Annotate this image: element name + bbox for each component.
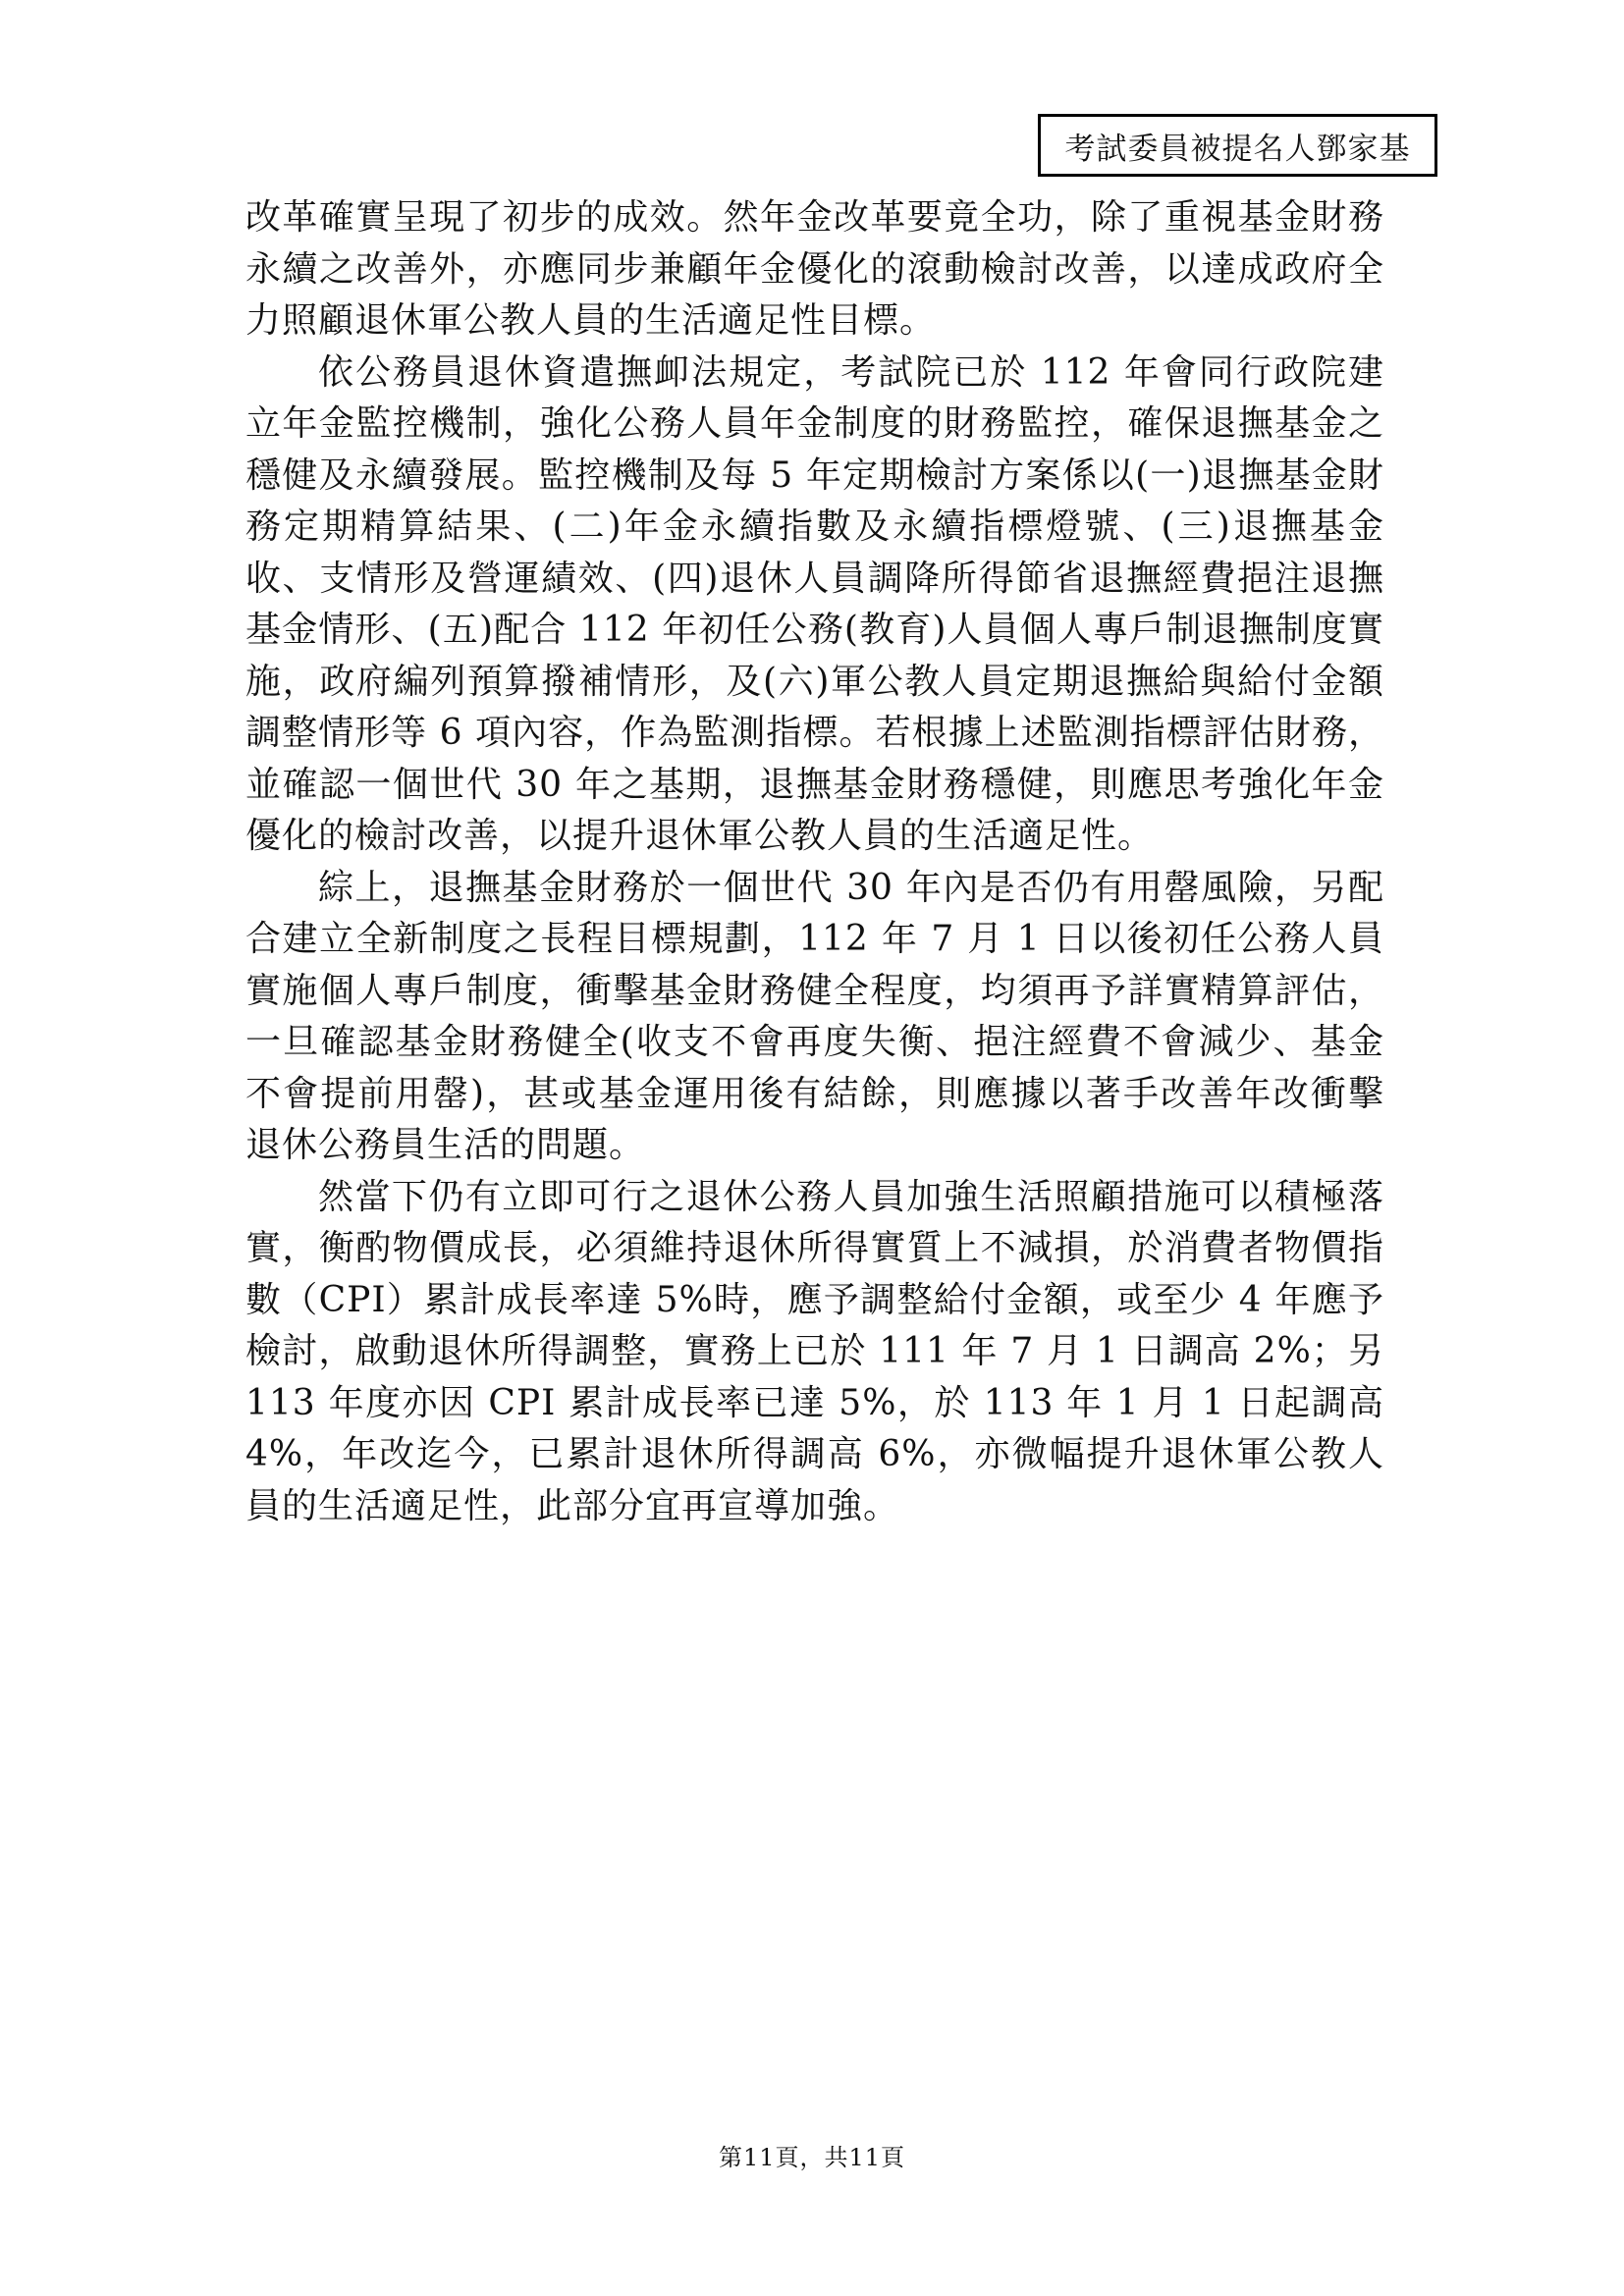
paragraph-summary: 綜上，退撫基金財務於一個世代 30 年內是否仍有用罄風險，另配合建立全新制度之長程目標規劃，112 年 7 月 1 日以後初任公務人員實施個人專戶制度，衝擊基金財務健全程度，均須再予詳實精算評估，一旦確認基金財務健全(收支不會再度失衡、挹注經費不會減少、基金不會提前用罄)，甚或基金運用後有結餘，則應據以著手改善年改衝擊退休公務員生活的問題。 — [245, 867, 1384, 1165]
paragraph-continuation: 改革確實呈現了初步的成效。然年金改革要竟全功，除了重視基金財務永續之改善外，亦應同步兼顧年金優化的滾動檢討改善，以達成政府全力照顧退休軍公教人員的生活適足性目標。 — [245, 197, 1384, 341]
paragraph-monitoring-mechanism: 依公務員退休資遣撫卹法規定，考試院已於 112 年會同行政院建立年金監控機制，強化公務人員年金制度的財務監控，確保退撫基金之穩健及永續發展。監控機制及每 5 年定期檢討方案係以(一)退撫基金財務定期精算結果、(二)年金永續指數及永續指標燈號、(三)退撫基金收、支情形及營運績效、(四)退休人員調降所得節省退撫經費挹注退撫基金情形、(五)配合 112 年初任公務(教育)人員個人專戶制退撫制度實施，政府編列預算撥補情形，及(六)軍公教人員定期退撫給與給付金額調整情形等 6 項內容，作為監測指標。若根據上述監測指標評估財務，並確認一個世代 30 年之基期，退撫基金財務穩健，則應思考強化年金優化的檢討改善，以提升退休軍公教人員的生活適足性。 — [245, 351, 1384, 856]
paragraph-immediate-measures: 然當下仍有立即可行之退休公務人員加強生活照顧措施可以積極落實，衡酌物價成長，必須維持退休所得實質上不減損，於消費者物價指數（CPI）累計成長率達 5%時，應予調整給付金額，或至少 4 年應予檢討，啟動退休所得調整，實務上已於 111 年 7 月 1 日調高 2%；另 113 年度亦因 CPI 累計成長率已達 5%，於 113 年 1 月 1 日起調高 4%，年改迄今，已累計退休所得調高 6%，亦微幅提升退休軍公教人員的生活適足性，此部分宜再宣導加強。 — [245, 1176, 1384, 1526]
page-number: 第11頁，共11頁 — [718, 2144, 906, 2171]
nominee-header-label: 考試委員被提名人鄧家基 — [1038, 114, 1437, 177]
document-body — [245, 192, 1384, 1532]
